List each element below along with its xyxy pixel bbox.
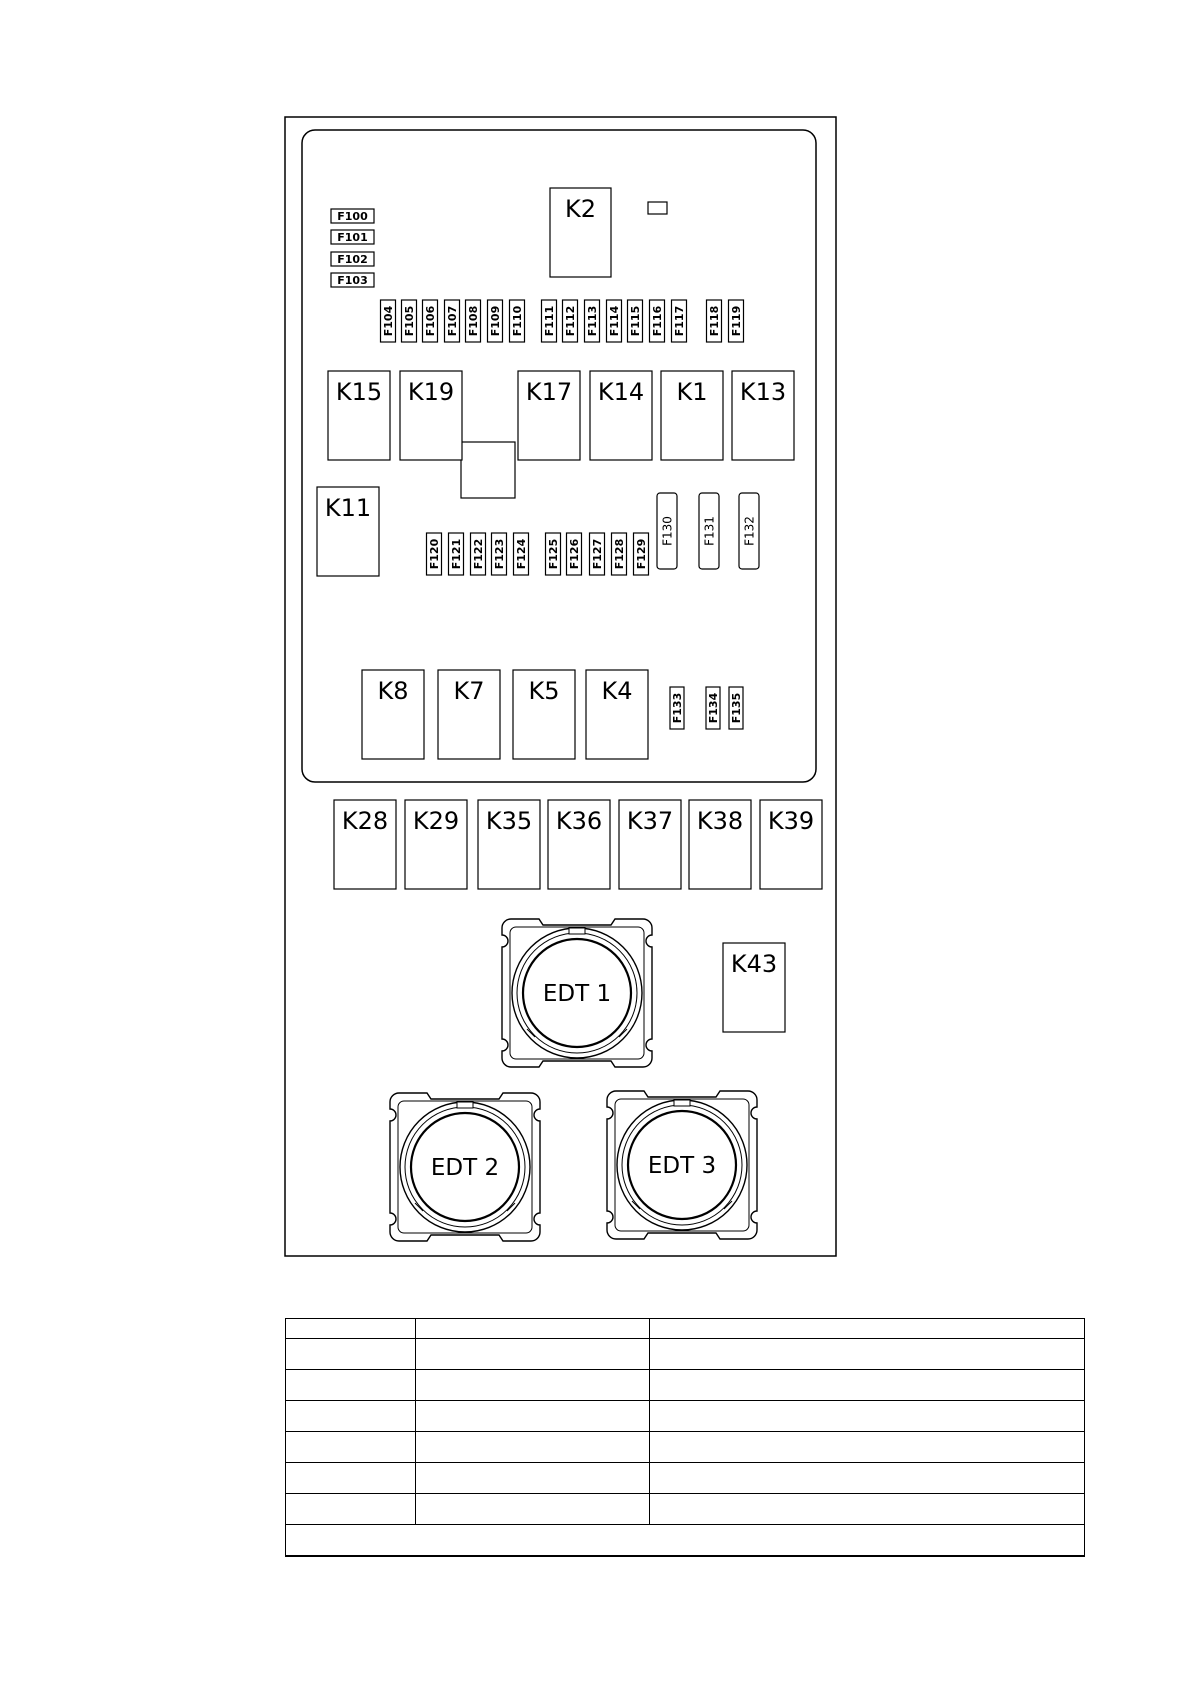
fuse-f133 — [670, 687, 684, 729]
fuse-label: F116 — [650, 305, 664, 337]
fuse-f101 — [331, 230, 374, 244]
legend-table-cell — [416, 1339, 650, 1370]
fuse-f134 — [706, 687, 720, 729]
legend-table-cell — [286, 1339, 416, 1370]
fuse-label: F105 — [402, 305, 416, 337]
relay-k7 — [438, 670, 500, 759]
fuse-label: F106 — [423, 305, 437, 337]
legend-table-cell — [416, 1463, 650, 1494]
fuse-label: F124 — [514, 538, 528, 570]
fuse-f119 — [729, 300, 744, 342]
legend-table-cell — [286, 1319, 416, 1339]
connector-label: EDT 2 — [430, 1155, 500, 1181]
fuse-label: F107 — [445, 305, 459, 337]
relay-label: K37 — [626, 807, 674, 835]
relay-k35 — [478, 800, 540, 889]
fuse-label: F111 — [542, 305, 556, 337]
fuse-f100 — [331, 209, 374, 223]
fuse-label: F131 — [702, 516, 717, 546]
fuse-label: F127 — [590, 538, 604, 570]
relay-k4 — [586, 670, 648, 759]
legend-table-row — [286, 1432, 1085, 1463]
fuse-label: F128 — [612, 538, 626, 570]
fuse-f102 — [331, 252, 374, 266]
fuse-label: F104 — [381, 305, 395, 337]
legend-table-cell — [286, 1370, 416, 1401]
legend-table-row — [286, 1525, 1085, 1557]
legend-table-cell — [650, 1339, 1085, 1370]
relay-k17 — [518, 371, 580, 460]
fuse-f107 — [445, 300, 460, 342]
fuse-f114 — [607, 300, 622, 342]
connector-label: EDT 3 — [647, 1153, 717, 1179]
relay-label: K7 — [453, 677, 485, 705]
connector-edt-1 — [502, 919, 652, 1067]
fuse-label: F132 — [742, 516, 757, 546]
relay-k29 — [405, 800, 467, 889]
fuse-f112 — [563, 300, 578, 342]
legend-table-cell — [416, 1319, 650, 1339]
fuse-label: F115 — [628, 305, 642, 337]
legend-table-cell — [286, 1463, 416, 1494]
fuse-f124 — [514, 533, 529, 575]
relay-label: K2 — [564, 195, 597, 223]
fuse-label: F109 — [488, 305, 502, 337]
relay-k38 — [689, 800, 751, 889]
fuse-f126 — [567, 533, 582, 575]
fuse-f131 — [699, 493, 719, 569]
legend-table-cell — [416, 1432, 650, 1463]
fuse-label: F108 — [466, 305, 480, 337]
relay-label: K4 — [601, 677, 633, 705]
fuse-label: F113 — [585, 305, 599, 337]
relay-k2 — [550, 188, 611, 277]
relay-label: K5 — [528, 677, 560, 705]
relay-k19 — [400, 371, 462, 460]
fuse-label: F114 — [607, 305, 621, 337]
fuse-f123 — [492, 533, 507, 575]
fuse-label: F133 — [670, 692, 684, 724]
legend-table-cell — [650, 1370, 1085, 1401]
legend-table-cell — [416, 1370, 650, 1401]
fuse-f120 — [427, 533, 442, 575]
fuse-label: F112 — [563, 305, 577, 337]
fuse-f129 — [634, 533, 649, 575]
fuse-label: F130 — [660, 516, 675, 546]
fuse-f116 — [650, 300, 665, 342]
legend-table-row — [286, 1494, 1085, 1525]
legend-table-cell — [650, 1401, 1085, 1432]
relay-k28 — [334, 800, 396, 889]
fuse-f125 — [546, 533, 561, 575]
fuse-label: F101 — [337, 231, 368, 244]
fuse-label: F126 — [567, 538, 581, 570]
relay-k14 — [590, 371, 652, 460]
small-indicator — [648, 202, 667, 214]
fuse-label: F100 — [337, 210, 368, 223]
fuse-f117 — [672, 300, 687, 342]
relay-label: K11 — [324, 494, 372, 522]
fuse-label: F119 — [729, 305, 743, 337]
fuse-label: F118 — [707, 305, 721, 337]
legend-table-cell — [650, 1494, 1085, 1525]
fuse-label: F103 — [337, 274, 368, 287]
legend-table-cell — [650, 1432, 1085, 1463]
relay-k8 — [362, 670, 424, 759]
legend-table-row — [286, 1339, 1085, 1370]
fuse-f128 — [612, 533, 627, 575]
legend-table-cell — [650, 1463, 1085, 1494]
fuse-f121 — [449, 533, 464, 575]
relay-k1 — [661, 371, 723, 460]
fuse-label: F123 — [492, 538, 506, 570]
relay-label: K36 — [555, 807, 603, 835]
fuse-f135 — [729, 687, 743, 729]
fuse-label: F110 — [510, 305, 524, 337]
relay-k5 — [513, 670, 575, 759]
relay-k15 — [328, 371, 390, 460]
connector-label: EDT 1 — [542, 981, 612, 1007]
fuse-label: F122 — [471, 538, 485, 570]
relay-k13 — [732, 371, 794, 460]
relay-label: K29 — [412, 807, 460, 835]
legend-table-cell — [286, 1432, 416, 1463]
connector-edt-2 — [390, 1093, 540, 1241]
connector-key-tab — [569, 928, 585, 934]
fuse-f130 — [657, 493, 677, 569]
fuse-f105 — [402, 300, 417, 342]
fuse-label: F102 — [337, 253, 368, 266]
fuse-f132 — [739, 493, 759, 569]
connector-edt-3 — [607, 1091, 757, 1239]
relay-k36 — [548, 800, 610, 889]
relay-k11 — [317, 487, 379, 576]
relay-socket-blank — [461, 442, 515, 498]
fuse-f118 — [707, 300, 722, 342]
legend-table-row — [286, 1370, 1085, 1401]
fuse-f108 — [466, 300, 481, 342]
relay-label: K43 — [730, 950, 778, 978]
fuse-f113 — [585, 300, 600, 342]
legend-table-cell — [286, 1525, 1085, 1557]
relay-label: K19 — [407, 378, 455, 406]
relay-label: K14 — [597, 378, 645, 406]
fuse-f110 — [510, 300, 525, 342]
legend-table-cell — [650, 1319, 1085, 1339]
fuse-f109 — [488, 300, 503, 342]
legend-table-row — [286, 1401, 1085, 1432]
fuse-f127 — [590, 533, 605, 575]
relay-label: K13 — [739, 378, 787, 406]
relay-label: K8 — [377, 677, 409, 705]
fuse-label: F135 — [729, 692, 743, 724]
fuse-label: F117 — [672, 305, 686, 337]
fuse-f111 — [542, 300, 557, 342]
fuse-f115 — [628, 300, 643, 342]
relay-k39 — [760, 800, 822, 889]
relay-label: K28 — [341, 807, 389, 835]
connector-key-tab — [457, 1102, 473, 1108]
legend-table-row — [286, 1463, 1085, 1494]
connector-key-tab — [674, 1100, 690, 1106]
fuse-f106 — [423, 300, 438, 342]
relay-label: K15 — [335, 378, 383, 406]
legend-table-cell — [416, 1494, 650, 1525]
fuse-label: F129 — [634, 538, 648, 570]
relay-label: K17 — [525, 378, 573, 406]
legend-table-cell — [286, 1401, 416, 1432]
relay-label: K1 — [676, 378, 708, 406]
fuse-label: F120 — [427, 538, 441, 570]
fuse-label: F121 — [449, 538, 463, 570]
legend-table-cell — [286, 1494, 416, 1525]
relay-k43 — [723, 943, 785, 1032]
relay-label: K39 — [767, 807, 815, 835]
fuse-label: F134 — [706, 692, 720, 724]
legend-table-row — [286, 1319, 1085, 1339]
relay-k37 — [619, 800, 681, 889]
relay-label: K35 — [485, 807, 533, 835]
fuse-label: F125 — [546, 538, 560, 570]
fuse-f103 — [331, 273, 374, 287]
fuse-f122 — [471, 533, 486, 575]
legend-table — [285, 1318, 1085, 1557]
legend-table-cell — [416, 1401, 650, 1432]
relay-label: K38 — [696, 807, 744, 835]
fuse-f104 — [381, 300, 396, 342]
